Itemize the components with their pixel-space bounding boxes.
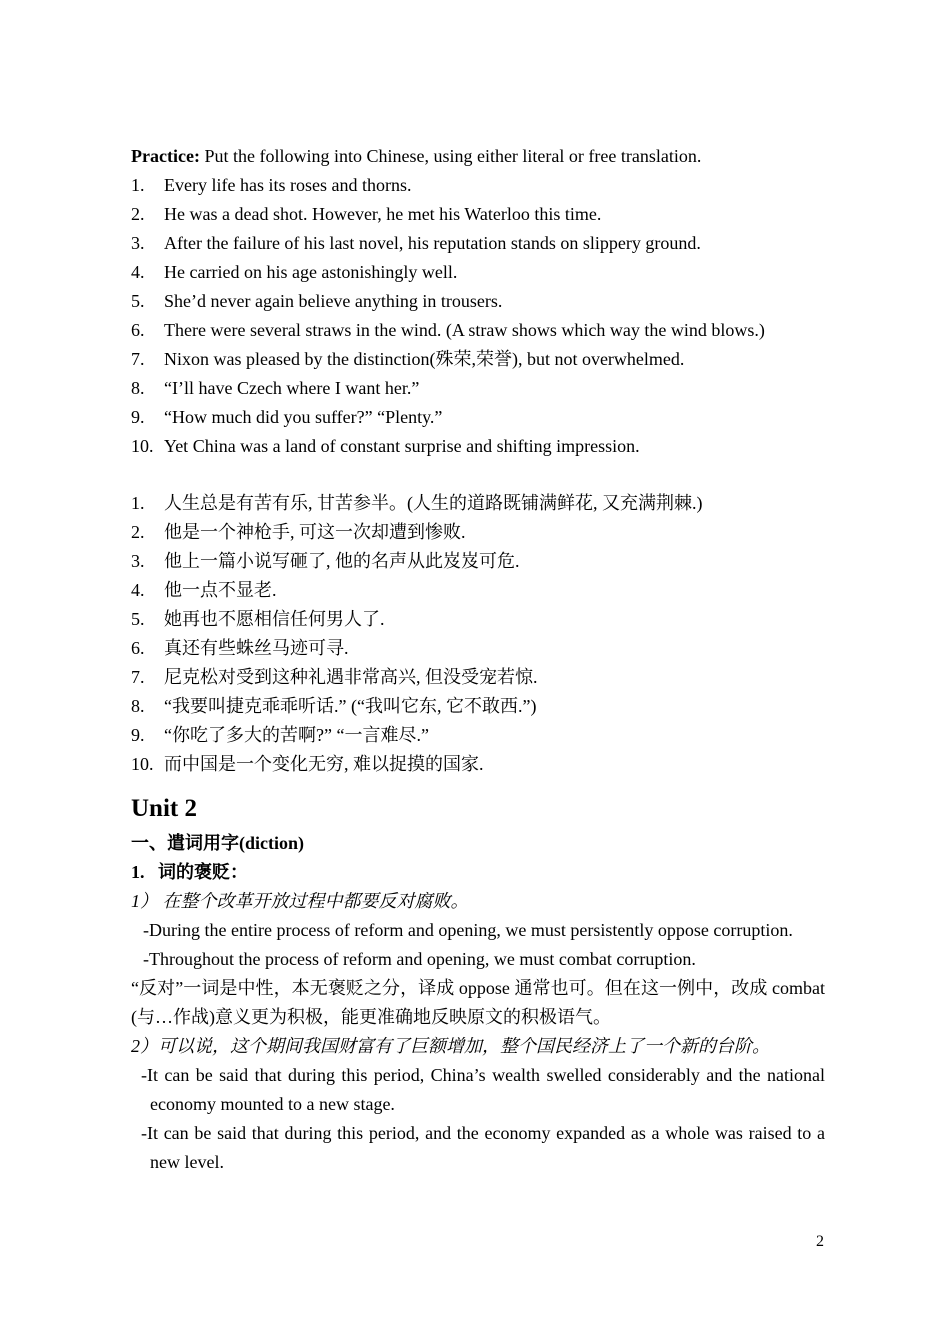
chinese-translation [131, 518, 825, 547]
chinese-translation [131, 634, 825, 663]
example-1-translation-1: -During the entire process of reform and opening, we must persistently oppose corruption. [143, 920, 793, 940]
unit-title: Unit 2 [131, 795, 197, 822]
chinese-translation [131, 721, 825, 750]
item-text: 尼克松对受到这种礼遇非常高兴, 但没受宠若惊. [164, 667, 538, 687]
english-sentence [131, 258, 825, 287]
item-number: 5. [131, 291, 145, 311]
item-number: 4. [131, 580, 145, 600]
chinese-translation [131, 576, 825, 605]
page-number: 2 [816, 1233, 824, 1250]
english-sentence [131, 374, 825, 403]
english-sentence [131, 287, 825, 316]
item-number: 3. [131, 233, 145, 253]
english-sentence-list [131, 171, 825, 461]
item-number: 6. [131, 320, 145, 340]
english-sentence [131, 171, 825, 200]
item-number: 4. [131, 262, 145, 282]
practice-heading [131, 142, 825, 171]
chinese-translation-list [131, 489, 825, 779]
item-text: There were several straws in the wind. (A straw shows which way the wind blows.) [164, 320, 765, 340]
item-number: 10. [131, 436, 154, 456]
practice-label: Practice: [131, 146, 200, 166]
item-text: “How much did you suffer?” “Plenty.” [164, 407, 443, 427]
english-sentence [131, 200, 825, 229]
english-sentence [131, 316, 825, 345]
chinese-translation [131, 605, 825, 634]
item-text: 他一点不显老. [164, 580, 277, 600]
item-text: Nixon was pleased by the distinction(殊荣,荣誉), but not overwhelmed. [164, 349, 685, 369]
item-number: 9. [131, 407, 145, 427]
english-sentence [131, 403, 825, 432]
item-text: 真还有些蛛丝马迹可寻. [164, 638, 349, 658]
item-text: 他上一篇小说写砸了, 他的名声从此岌岌可危. [164, 551, 520, 571]
item-number: 8. [131, 696, 145, 716]
item-number: 1. [131, 493, 145, 513]
example-2-prompt: 2）可以说，这个期间我国财富有了巨额增加，整个国民经济上了一个新的台阶。 [131, 1036, 770, 1056]
english-sentence [131, 432, 825, 461]
chinese-translation [131, 750, 825, 779]
document-body [131, 142, 825, 1177]
item-text: 他是一个神枪手, 可这一次却遭到惨败. [164, 522, 466, 542]
item-text: “你吃了多大的苦啊?” “一言难尽.” [164, 725, 429, 745]
spacer [131, 461, 825, 489]
english-sentence [131, 345, 825, 374]
item-number: 8. [131, 378, 145, 398]
item-number: 5. [131, 609, 145, 629]
item-number: 1. [131, 175, 145, 195]
example-2-translation-2: -It can be said that during this period, and the economy expanded as a whole was raised to a new level. [141, 1123, 825, 1172]
item-number: 10. [131, 754, 154, 774]
item-number: 3. [131, 551, 145, 571]
chinese-translation [131, 547, 825, 576]
section-heading: 一、遣词用字(diction) [131, 833, 304, 853]
chinese-translation [131, 489, 825, 518]
item-text: Every life has its roses and thorns. [164, 175, 412, 195]
item-text: He was a dead shot. However, he met his Waterloo this time. [164, 204, 602, 224]
item-text: After the failure of his last novel, his reputation stands on slippery ground. [164, 233, 701, 253]
item-number: 6. [131, 638, 145, 658]
item-text: She’d never again believe anything in trousers. [164, 291, 503, 311]
example-1-prompt: 1） 在整个改革开放过程中都要反对腐败。 [131, 891, 469, 911]
example-2-translation-1: -It can be said that during this period, China’s wealth swelled considerably and the national economy mounted to a new stage. [141, 1065, 825, 1114]
chinese-translation [131, 692, 825, 721]
item-text: Yet China was a land of constant surprise and shifting impression. [164, 436, 640, 456]
item-number: 2. [131, 204, 145, 224]
item-number: 9. [131, 725, 145, 745]
example-1-note: “反对”一词是中性，本无褒贬之分，译成 oppose 通常也可。但在这一例中，改成 combat (与…作战)意义更为积极，能更准确地反映原文的积极语气。 [131, 978, 825, 1027]
item-text: “我要叫捷克乖乖听话.” (“我叫它东, 它不敢西.”) [164, 696, 537, 716]
practice-instruction: Put the following into Chinese, using either literal or free translation. [199, 146, 702, 166]
example-1-translation-2: -Throughout the process of reform and opening, we must combat corruption. [143, 949, 696, 969]
item-text: 而中国是一个变化无穷, 难以捉摸的国家. [164, 754, 484, 774]
item-number: 7. [131, 349, 145, 369]
item-number: 2. [131, 522, 145, 542]
item-text: 她再也不愿相信任何男人了. [164, 609, 385, 629]
chinese-translation [131, 663, 825, 692]
item-text: “I’ll have Czech where I want her.” [164, 378, 420, 398]
item-text: He carried on his age astonishingly well. [164, 262, 458, 282]
item-text: 人生总是有苦有乐, 甘苦参半。(人生的道路既铺满鲜花, 又充满荆棘.) [164, 493, 703, 513]
item-number: 7. [131, 667, 145, 687]
subsection-heading: 1. 词的褒贬： [131, 862, 248, 882]
english-sentence [131, 229, 825, 258]
